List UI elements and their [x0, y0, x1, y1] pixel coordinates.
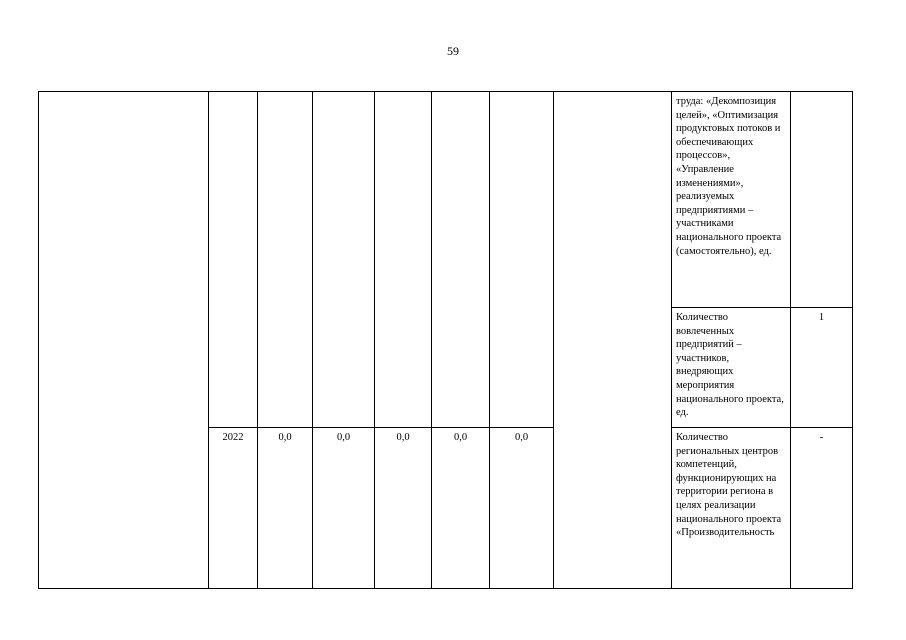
year-cell-empty [209, 92, 258, 428]
amount-cell-empty [375, 92, 432, 428]
indicator-description: Количество региональных центров компетенций, функционирующих на территории региона в целях реализации национального проекта «Производительность [672, 428, 791, 589]
amount-cell-empty [490, 92, 554, 428]
indicator-value: - [791, 428, 853, 589]
indicator-description: труда: «Декомпозиция целей», «Оптимизация продуктовых потоков и обеспечивающих процессов», «Управление изменениями», реализуемых предприятиями – участниками национального проекта (самостоятельно), ед. [672, 92, 791, 308]
year-cell: 2022 [209, 428, 258, 589]
amount-cell: 0,0 [258, 428, 313, 589]
amount-cell: 0,0 [490, 428, 554, 589]
indicator-value [791, 92, 853, 308]
amount-cell-empty [258, 92, 313, 428]
amount-cell: 0,0 [375, 428, 432, 589]
indicator-description: Количество вовлеченных предприятий – участников, внедряющих мероприятия национального проекта, ед. [672, 308, 791, 428]
amount-cell: 0,0 [432, 428, 490, 589]
page-number: 59 [447, 44, 459, 58]
document-table [38, 91, 853, 589]
amount-cell-empty [432, 92, 490, 428]
name-cell [39, 92, 209, 589]
result-cell [554, 92, 672, 589]
indicator-value: 1 [791, 308, 853, 428]
amount-cell-empty [313, 92, 375, 428]
amount-cell: 0,0 [313, 428, 375, 589]
